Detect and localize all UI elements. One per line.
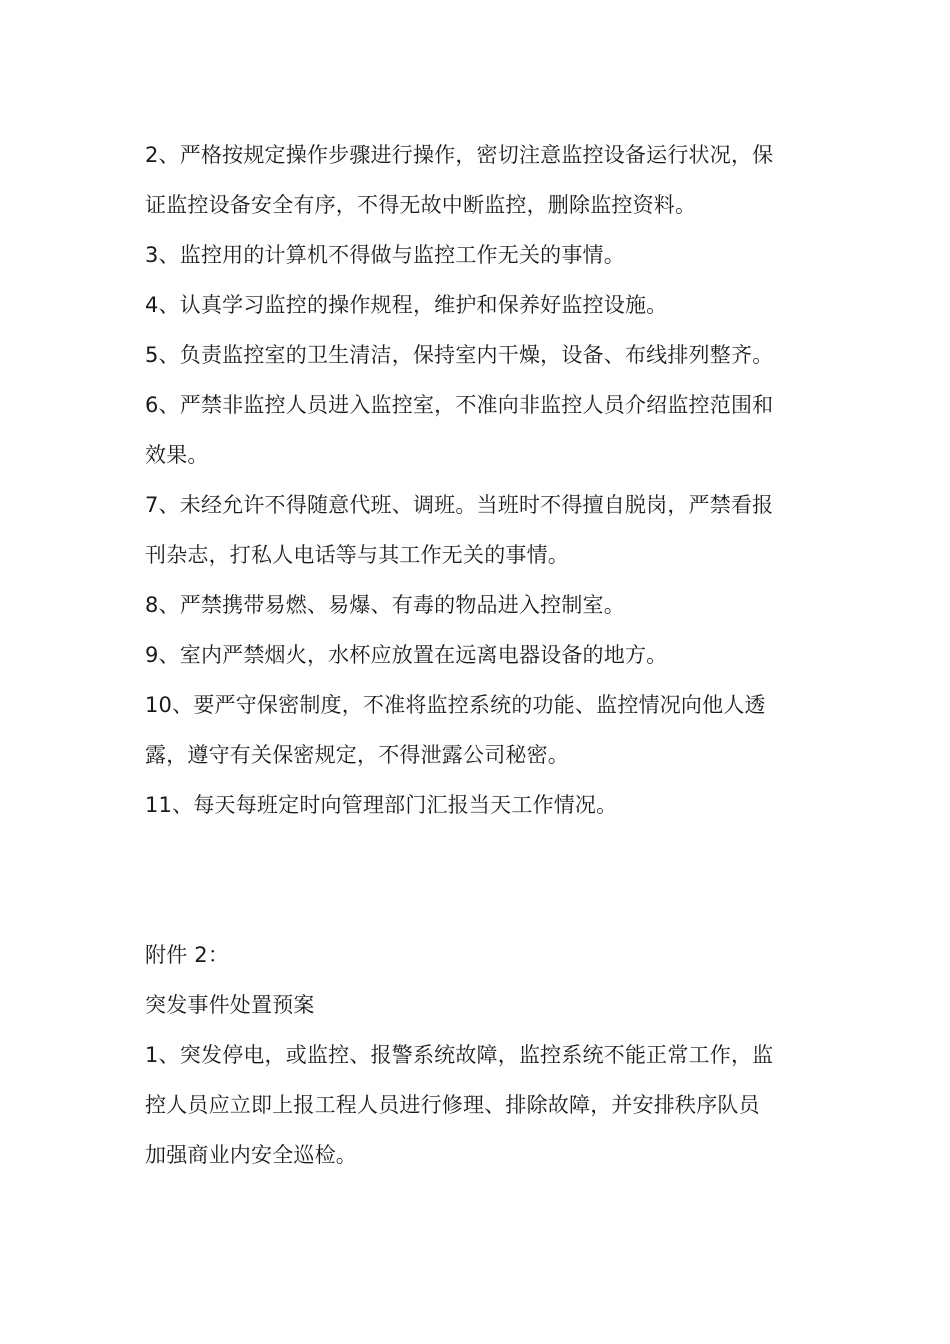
rule-line: 11、每天每班定时向管理部门汇报当天工作情况。 [145, 793, 618, 817]
attachment-label: 附件 2： [145, 943, 230, 967]
rule-line: 2、严格按规定操作步骤进行操作，密切注意监控设备运行状况，保 [145, 143, 774, 167]
plan-line: 控人员应立即上报工程人员进行修理、排除故障，并安排秩序队员 [145, 1093, 760, 1117]
rule-line: 6、严禁非监控人员进入监控室，不准向非监控人员介绍监控范围和 [145, 393, 774, 417]
rule-line: 证监控设备安全有序，不得无故中断监控，删除监控资料。 [145, 193, 697, 217]
section-spacer [145, 830, 810, 930]
rule-line: 露，遵守有关保密规定，不得泄露公司秘密。 [145, 743, 569, 767]
plan-line: 1、突发停电，或监控、报警系统故障，监控系统不能正常工作，监 [145, 1043, 774, 1067]
document-body [145, 130, 810, 1180]
rule-line: 5、负责监控室的卫生清洁，保持室内干燥，设备、布线排列整齐。 [145, 343, 774, 367]
rule-line: 4、认真学习监控的操作规程，维护和保养好监控设施。 [145, 293, 668, 317]
rule-line: 9、室内严禁烟火，水杯应放置在远离电器设备的地方。 [145, 643, 668, 667]
rule-line: 10、要严守保密制度，不准将监控系统的功能、监控情况向他人透 [145, 693, 766, 717]
plan-line: 加强商业内安全巡检。 [145, 1143, 357, 1167]
rule-line: 7、未经允许不得随意代班、调班。当班时不得擅自脱岗，严禁看报 [145, 493, 774, 517]
rule-line: 8、严禁携带易燃、易爆、有毒的物品进入控制室。 [145, 593, 625, 617]
attachment-title: 突发事件处置预案 [145, 993, 315, 1017]
rule-line: 效果。 [145, 443, 209, 467]
rule-line: 刊杂志，打私人电话等与其工作无关的事情。 [145, 543, 569, 567]
rule-line: 3、监控用的计算机不得做与监控工作无关的事情。 [145, 243, 625, 267]
